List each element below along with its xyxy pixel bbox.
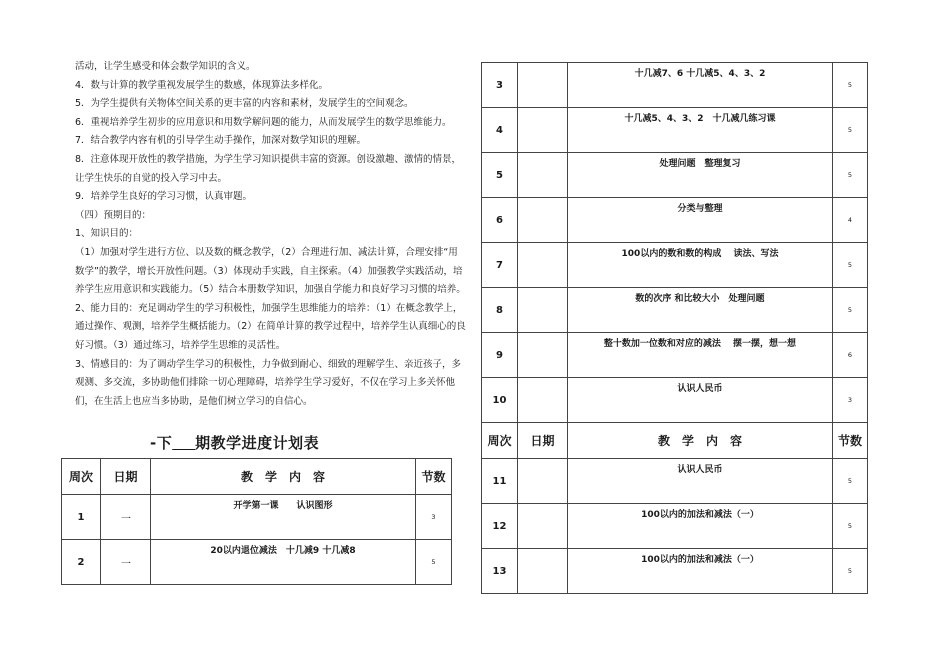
date-cell xyxy=(518,153,568,198)
hours-cell: 5 xyxy=(833,288,868,333)
week-cell: 11 xyxy=(482,459,518,504)
hours-cell: 5 xyxy=(833,504,868,549)
week-cell: 9 xyxy=(482,333,518,378)
hours-cell: 4 xyxy=(833,198,868,243)
paragraph: 6．重视培养学生初步的应用意识和用数学解问题的能力，从而发展学生的数学思维能力。 xyxy=(75,116,452,128)
header-hours: 节数 xyxy=(416,459,452,495)
week-cell: 12 xyxy=(482,504,518,549)
paragraph: 3、情感目的：为了调动学生学习的积极性，力争做到耐心、细致的理解学生、亲近孩子，多观测、多交流，多协助他们排除一切心理障碍，培养学生学习爱好，不仅在学习上多关怀他们，在生活上也应当多协助，是他们树立学习的自信心。 xyxy=(75,358,462,407)
body-text xyxy=(75,58,467,411)
date-cell xyxy=(518,108,568,153)
hours-cell: 5 xyxy=(833,153,868,198)
paragraph: （1）加强对学生进行方位、以及数的概念教学，（2）合理进行加、减法计算，合理安排“用数学”的教学，增长开放性问题。（3）体现动手实践，自主探索。（4）加强教学实践活动，培养学生应用意识和实践能力。（5）结合本册数学知识，加强自学能力和良好学习习惯的培养。 xyxy=(75,246,466,296)
header-date: 日期 xyxy=(101,459,151,495)
date-cell xyxy=(518,459,568,504)
hours-cell: 5 xyxy=(833,549,868,594)
table-row xyxy=(482,108,868,153)
plan-title-blank xyxy=(172,434,195,452)
content-cell: 认识人民币 xyxy=(568,459,833,504)
table-row xyxy=(482,153,868,198)
content-cell: 整十数加一位数和对应的减法 摆一摆，想一想 xyxy=(568,333,833,378)
hours-cell: 5 xyxy=(833,243,868,288)
header-content: 教 学 内 容 xyxy=(151,459,416,495)
date-cell xyxy=(518,378,568,423)
plan-title-prefix: -下 xyxy=(150,434,173,452)
paragraph: 4．数与计算的教学重视发展学生的数感，体现算法多样化。 xyxy=(75,79,329,91)
week-cell: 6 xyxy=(482,198,518,243)
week-cell: 1 xyxy=(62,495,101,540)
paragraph: 2、能力目的：充足调动学生的学习积极性，加强学生思维能力的培养：（1）在概念教学上，通过操作、观测，培养学生概括能力。（2）在简单计算的教学过程中，培养学生认真细心的良好习惯。（3）通过练习，培养学生思维的灵活性。 xyxy=(75,302,466,351)
schedule-table-right xyxy=(481,62,868,594)
table-row xyxy=(62,495,452,540)
date-cell xyxy=(518,504,568,549)
content-cell: 十几减7、6 十几减5、4、3、2 xyxy=(568,63,833,108)
date-cell xyxy=(518,549,568,594)
table-row xyxy=(482,504,868,549)
paragraph: 5．为学生提供有关物体空间关系的更丰富的内容和素材，发展学生的空间观念。 xyxy=(75,98,414,110)
content-cell: 分类与整理 xyxy=(568,198,833,243)
table-row xyxy=(482,288,868,333)
content-cell: 100以内的加法和减法（一） xyxy=(568,504,833,549)
hours-cell: 5 xyxy=(833,459,868,504)
paragraph: 7．结合教学内容有机的引导学生动手操作，加深对数学知识的理解。 xyxy=(75,135,367,147)
date-cell xyxy=(518,288,568,333)
hours-cell: 5 xyxy=(833,108,868,153)
header-week: 周次 xyxy=(62,459,101,495)
date-cell: 一 xyxy=(101,495,151,540)
content-cell: 十几减5、4、3、2 十几减几练习课 xyxy=(568,108,833,153)
hours-cell: 5 xyxy=(416,540,452,585)
table-row xyxy=(482,198,868,243)
content-cell: 开学第一课 认识图形 xyxy=(151,495,416,540)
week-cell: 7 xyxy=(482,243,518,288)
content-cell: 100以内的加法和减法（一） xyxy=(568,549,833,594)
hours-cell: 3 xyxy=(833,378,868,423)
date-cell: 一 xyxy=(101,540,151,585)
hours-cell: 6 xyxy=(833,333,868,378)
header-hours: 节数 xyxy=(833,423,868,459)
week-cell: 13 xyxy=(482,549,518,594)
table-row xyxy=(482,333,868,378)
week-cell: 8 xyxy=(482,288,518,333)
paragraph: （四）预期目的： xyxy=(75,209,152,221)
week-cell: 4 xyxy=(482,108,518,153)
week-cell: 2 xyxy=(62,540,101,585)
content-cell: 认识人民币 xyxy=(568,378,833,423)
header-week: 周次 xyxy=(482,423,518,459)
paragraph: 9．培养学生良好的学习习惯，认真审题。 xyxy=(75,191,253,203)
table-row xyxy=(482,378,868,423)
table-row xyxy=(62,540,452,585)
plan-title-suffix: 期教学进度计划表 xyxy=(195,434,320,452)
header-content: 教 学 内 容 xyxy=(568,423,833,459)
date-cell xyxy=(518,198,568,243)
header-date: 日期 xyxy=(518,423,568,459)
content-cell: 数的次序 和比较大小 处理问题 xyxy=(568,288,833,333)
date-cell xyxy=(518,243,568,288)
paragraph: 8．注意体现开放性的教学措施，为学生学习知识提供丰富的资源。创设激趣、激情的情景，让学生快乐的自觉的投入学习中去。 xyxy=(75,153,462,184)
content-cell: 100以内的数和数的构成 读法、写法 xyxy=(568,243,833,288)
paragraph: 1、知识目的： xyxy=(75,228,139,240)
schedule-table-left xyxy=(61,458,452,585)
date-cell xyxy=(518,333,568,378)
week-cell: 10 xyxy=(482,378,518,423)
week-cell: 3 xyxy=(482,63,518,108)
paragraph: 活动，让学生感受和体会数学知识的含义。 xyxy=(75,61,256,72)
plan-title xyxy=(150,432,319,453)
table-row xyxy=(482,549,868,594)
content-cell: 20以内退位减法 十几减9 十几减8 xyxy=(151,540,416,585)
content-cell: 处理问题 整理复习 xyxy=(568,153,833,198)
table-row xyxy=(482,243,868,288)
table-row xyxy=(482,459,868,504)
week-cell: 5 xyxy=(482,153,518,198)
hours-cell: 5 xyxy=(833,63,868,108)
hours-cell: 3 xyxy=(416,495,452,540)
table-row xyxy=(482,63,868,108)
date-cell xyxy=(518,63,568,108)
